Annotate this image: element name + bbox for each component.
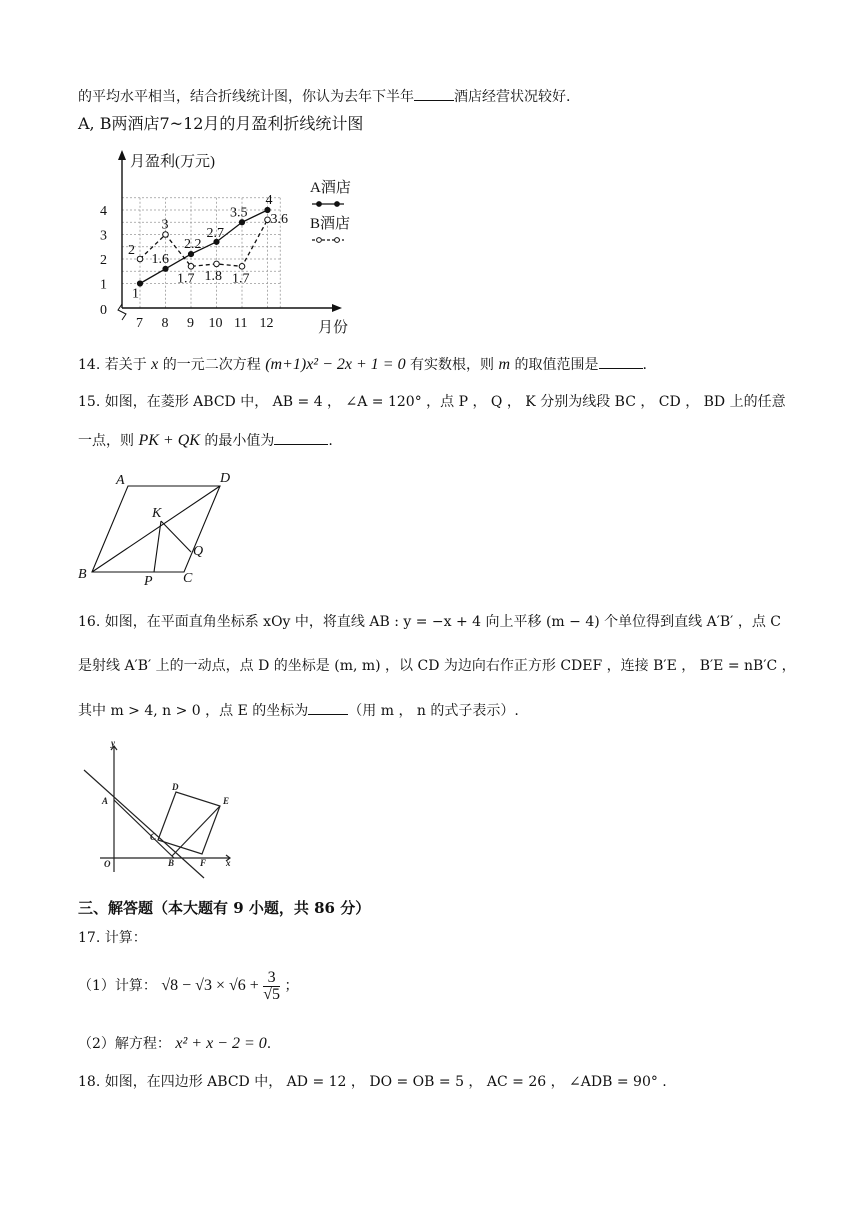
- data-label: 2.7: [206, 225, 224, 241]
- q13-text-after: 酒店经营状况较好.: [454, 89, 571, 105]
- label-y: y: [111, 740, 115, 748]
- q16-line2: 是射线 A′B′ 上的一动点，点 D 的坐标是 (m, m) ，以 CD 为边向右作正方形 CDEF ，连接 B′E ， B′E = nB′C ，: [78, 658, 796, 674]
- q16-text-a: 其中 m > 4, n > 0 ，点 E 的坐标为: [78, 703, 309, 719]
- q14-text-a: 若关于: [104, 357, 147, 373]
- q17-part1: [78, 966, 298, 1006]
- q13-text-before: 的平均水平相当，结合折线统计图，你认为去年下半年: [78, 89, 414, 105]
- data-label: 1.7: [177, 271, 195, 287]
- q16-line3: [78, 700, 519, 721]
- q14-equation: (m+1)x² − 2x + 1 = 0: [265, 356, 406, 373]
- y-tick-label: 0: [100, 303, 107, 318]
- label-C: C: [150, 832, 157, 842]
- q18: [78, 1072, 667, 1092]
- data-label: 1.6: [151, 251, 169, 267]
- label-C: C: [183, 571, 193, 586]
- q17-part2: [78, 1034, 271, 1054]
- label-B: B: [78, 567, 87, 582]
- legend-label: A酒店: [310, 180, 351, 196]
- q14-answer-blank[interactable]: [599, 354, 643, 369]
- data-label: 4: [265, 193, 273, 208]
- legend-marker: [317, 202, 322, 207]
- chart-title: A, B两酒店7~12月的月盈利折线统计图: [78, 114, 364, 133]
- data-point: [214, 261, 220, 267]
- legend-marker: [317, 238, 322, 243]
- label-A: A: [102, 796, 109, 806]
- q15-end: .: [328, 433, 333, 449]
- q14-text-d: 的取值范围是: [514, 357, 599, 373]
- q15-text-line1: 如图，在菱形 ABCD 中， AB = 4 ， ∠A = 120° ，点 P ， Q ， K 分别为线段 BC ， CD ， BD 上的任意: [104, 394, 786, 410]
- data-label: 2.2: [184, 237, 202, 253]
- q13-answer-blank[interactable]: [414, 86, 454, 101]
- q15-number: 15.: [78, 394, 101, 410]
- fraction-denominator: √5: [263, 985, 281, 1003]
- data-label: 1.7: [232, 271, 250, 287]
- q16-text-line1: 如图，在平面直角坐标系 xOy 中，将直线 AB : y = −x + 4 向上平移 (m − 4) 个单位得到直线 A′B′ ，点 C: [104, 614, 781, 630]
- x-tick-label: 8: [161, 316, 169, 331]
- line-AB: [114, 800, 174, 858]
- label-D: D: [172, 782, 179, 792]
- q15-answer-blank[interactable]: [274, 430, 328, 445]
- q15-expression: PK + QK: [138, 432, 200, 449]
- label-A: A: [116, 473, 125, 488]
- line-AB-prime: [84, 770, 207, 878]
- data-point: [265, 217, 271, 223]
- x-axis-label: 月份: [318, 320, 349, 336]
- chart-legend: [310, 179, 351, 242]
- q18-text: 如图，在四边形 ABCD 中， AD = 12 ， DO = OB = 5 ， AC = 26 ， ∠ADB = 90° .: [104, 1074, 667, 1090]
- q15-text-b: 的最小值为: [204, 433, 275, 449]
- segment-BE: [172, 806, 220, 856]
- label-P: P: [144, 574, 153, 588]
- x-tick-label: 12: [259, 316, 274, 331]
- q17-part2-equation: x² + x − 2 = 0: [175, 1035, 267, 1052]
- q17-part1-label: （1）计算：: [78, 978, 157, 994]
- q17-number: 17.: [78, 930, 101, 946]
- y-tick-label: 4: [100, 204, 107, 219]
- data-point: [163, 266, 168, 271]
- x-tick-label: 9: [187, 316, 194, 331]
- q14-x: x: [151, 356, 159, 373]
- data-point: [137, 256, 143, 262]
- q14: [78, 354, 647, 375]
- data-label: 1: [132, 286, 139, 302]
- y-tick-label: 2: [100, 253, 107, 268]
- q16-line1: [78, 612, 781, 632]
- y-axis-arrow: [118, 150, 126, 160]
- label-O: O: [104, 859, 111, 869]
- label-B: B: [168, 858, 175, 868]
- coordinate-figure: [80, 740, 250, 880]
- data-point: [163, 232, 169, 238]
- x-axis-arrow: [332, 304, 342, 312]
- x-tick-label: 11: [234, 316, 248, 331]
- rhombus-figure: [76, 468, 236, 588]
- chart-axes: [118, 150, 342, 320]
- q16-number: 16.: [78, 614, 101, 630]
- data-point: [137, 281, 142, 286]
- line-chart: [88, 148, 378, 338]
- label-F: F: [200, 858, 207, 868]
- section-3-title: 三、解答题（本大题有 9 小题，共 86 分）: [78, 899, 371, 917]
- x-tick-label: 10: [208, 316, 223, 331]
- label-E: E: [223, 796, 230, 806]
- q14-end: .: [642, 357, 647, 373]
- q14-number: 14.: [78, 357, 101, 373]
- data-label: 3.6: [270, 211, 288, 227]
- label-Q: Q: [193, 544, 204, 559]
- label-K: K: [152, 506, 162, 521]
- q14-text-c: 有实数根，则: [410, 357, 495, 373]
- label-x: x: [226, 858, 231, 868]
- data-point: [265, 207, 270, 212]
- legend-marker: [335, 238, 340, 243]
- q15-line2: [78, 430, 333, 451]
- q13-text: [78, 86, 570, 107]
- q17-part1-expression: √8 − √3 × √6 +: [161, 977, 259, 994]
- q17-part2-end: .: [266, 1036, 272, 1052]
- q15-text-a: 一点，则: [78, 433, 134, 449]
- q17-part2-label: （2）解方程：: [78, 1036, 171, 1052]
- fraction-numerator: 3: [263, 970, 280, 987]
- data-label: 3.5: [230, 205, 248, 221]
- q14-m: m: [498, 356, 511, 373]
- q16-text-b: （用 m ， n 的式子表示）.: [348, 703, 519, 719]
- q15-line1: [78, 392, 786, 412]
- q16-answer-blank[interactable]: [308, 700, 348, 715]
- legend-label: B酒店: [310, 216, 351, 232]
- y-tick-label: 1: [100, 277, 107, 293]
- label-D: D: [220, 471, 231, 486]
- data-point: [239, 220, 244, 225]
- q18-number: 18.: [78, 1074, 101, 1090]
- y-tick-label: 3: [100, 228, 107, 244]
- q14-text-b: 的一元二次方程: [162, 357, 261, 373]
- data-point: [188, 264, 194, 270]
- data-label: 2: [128, 243, 135, 258]
- data-point: [188, 252, 193, 257]
- q17-part1-fraction: [263, 970, 280, 1003]
- data-point: [239, 264, 245, 270]
- data-label: 1.8: [204, 268, 222, 284]
- data-label: 3: [161, 217, 169, 233]
- x-tick-label: 7: [136, 316, 143, 331]
- segment-KQ: [161, 521, 191, 552]
- legend-marker: [335, 202, 340, 207]
- q17-intro: [78, 928, 147, 948]
- q17-intro-text: 计算：: [104, 930, 147, 946]
- q17-part1-end: ；: [284, 978, 299, 994]
- y-axis-label: 月盈利(万元): [130, 154, 215, 170]
